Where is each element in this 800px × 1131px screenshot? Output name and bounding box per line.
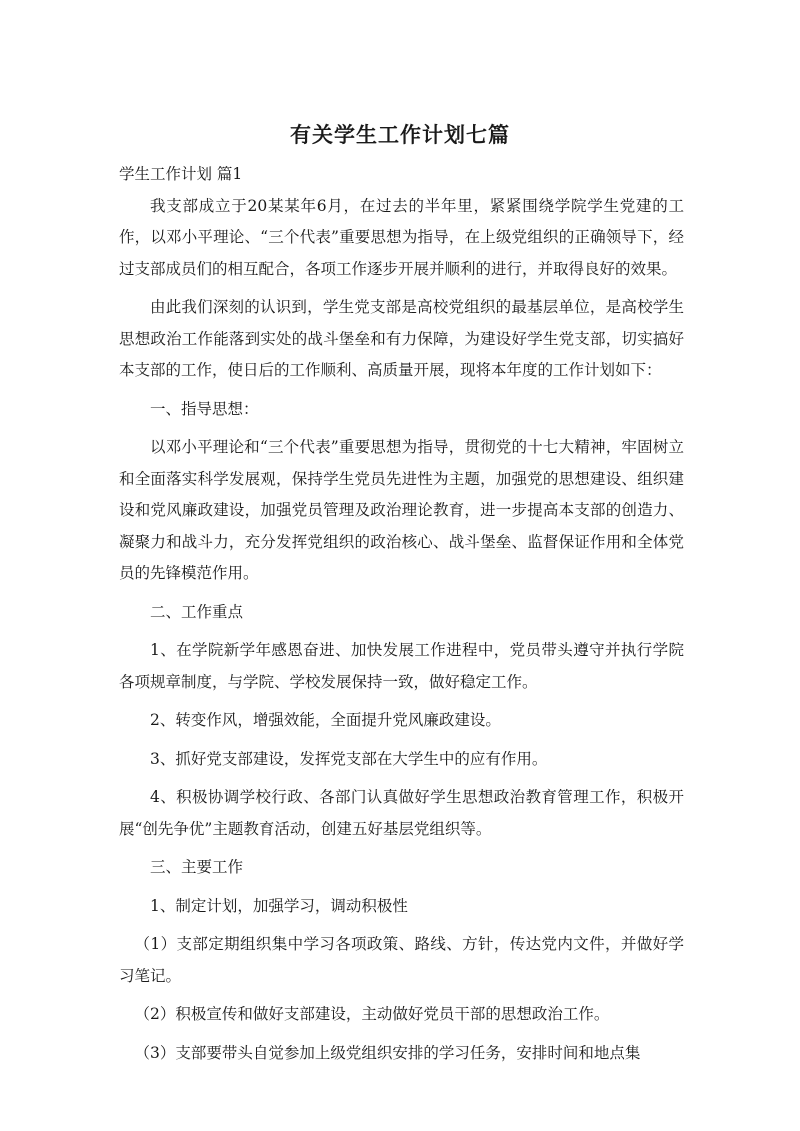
paragraph-intro: 我支部成立于20某某年6月，在过去的半年里，紧紧围绕学院学生党建的工作，以邓小平理论、“三个代表”重要思想为指导，在上级党组织的正确领导下，经过支部成员们的相互配合，各项工作逐步开展并顺利的进行，并取得良好的效果。	[119, 196, 684, 278]
sub-item-3: （3）支部要带头自觉参加上级党组织安排的学习任务，安排时间和地点集	[134, 1043, 641, 1062]
sub-item-1: （1）支部定期组织集中学习各项政策、路线、方针，传达党内文件，并做好学习笔记。	[119, 935, 684, 985]
main-work-item-1: 1、制定计划，加强学习，调动积极性	[150, 896, 408, 915]
heading-guiding-ideology: 一、指导思想：	[150, 399, 259, 418]
focus-item-3: 3、抓好党支部建设，发挥党支部在大学生中的应有作用。	[150, 749, 548, 768]
focus-item-1: 1、在学院新学年感恩奋进、加快发展工作进程中，党员带头遵守并执行学院各项规章制度，与学院、学校发展保持一致，做好稳定工作。	[119, 641, 684, 691]
sub-item-2: （2）积极宣传和做好支部建设，主动做好党员干部的思想政治工作。	[134, 1005, 610, 1023]
document-body	[119, 159, 684, 1069]
section-heading: 学生工作计划 篇1	[119, 165, 243, 183]
document-title: 有关学生工作计划七篇	[290, 123, 510, 147]
heading-work-focus: 二、工作重点	[150, 602, 244, 621]
focus-item-2: 2、转变作风，增强效能，全面提升党风廉政建设。	[150, 711, 501, 729]
paragraph-guiding-ideology: 以邓小平理论和“三个代表”重要思想为指导，贯彻党的十七大精神，牢固树立和全面落实科学发展观，保持学生党员先进性为主题，加强党的思想建设、组织建设和党风廉政建设，加强党员管理及政治理论教育，进一步提高本支部的创造力、凝聚力和战斗力，充分发挥党组织的政治核心、战斗堡垒、监督保证作用和全体党员的先锋模范作用。	[119, 438, 684, 582]
focus-item-4: 4、积极协调学校行政、各部门认真做好学生思想政治教育管理工作，积极开展“创先争优”主题教育活动，创建五好基层党组织等。	[119, 788, 684, 838]
paragraph-understanding: 由此我们深刻的认识到，学生党支部是高校党组织的最基层单位，是高校学生思想政治工作能落到实处的战斗堡垒和有力保障，为建设好学生党支部，切实搞好本支部的工作，使日后的工作顺利、高质量开展，现将本年度的工作计划如下：	[119, 298, 684, 379]
heading-main-work: 三、主要工作	[150, 858, 244, 876]
